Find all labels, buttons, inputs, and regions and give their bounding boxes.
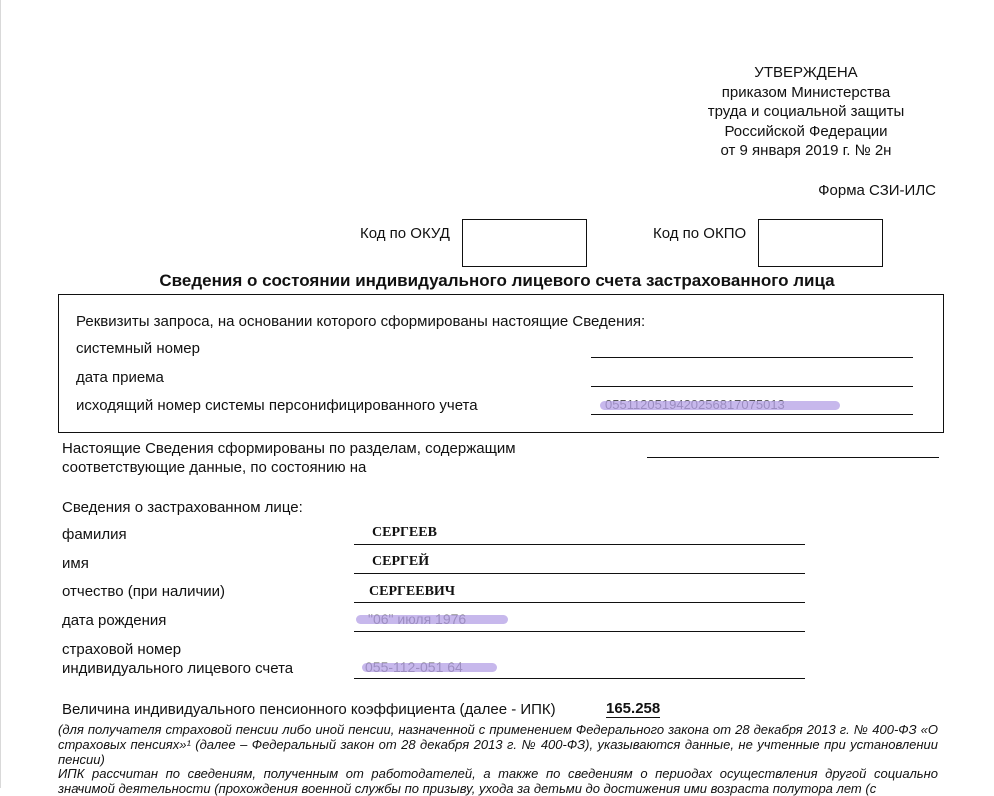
okud-label: Код по ОКУД: [360, 225, 450, 242]
system-number-label: системный номер: [76, 340, 200, 357]
patronymic-line: [354, 602, 805, 603]
document-title: Сведения о состоянии индивидуального лицевого счета застрахованного лица: [159, 271, 835, 290]
person-heading: Сведения о застрахованном лице:: [62, 499, 303, 516]
birth-date-label: дата рождения: [62, 612, 167, 629]
snils-line: [354, 678, 805, 679]
request-heading: Реквизиты запроса, на основании которого сформированы настоящие Сведения:: [76, 313, 646, 330]
redaction-mark: [600, 401, 840, 410]
surname-line: [354, 544, 805, 545]
ipk-note-2: ИПК рассчитан по сведениям, полученным от работодателей, а также по сведениям о периодах осуществления другой социально значимой деятельности (прохождения военной службы по призыву, ухода за детьми до достижения ими возраста полутора лет (с: [58, 766, 938, 796]
snils-label-2: индивидуального лицевого счета: [62, 660, 294, 677]
page-edge: [0, 0, 1, 788]
approval-line-4: Российской Федерации: [724, 122, 888, 140]
patronymic-label: отчество (при наличии): [62, 583, 226, 600]
name-line: [354, 573, 805, 574]
formed-date-line: [647, 457, 939, 458]
surname-label: фамилия: [62, 526, 127, 543]
patronymic-value: СЕРГЕЕВИЧ: [369, 584, 456, 599]
approval-line-5: от 9 января 2019 г. № 2н: [720, 142, 892, 159]
redaction-mark: [362, 663, 497, 672]
ipk-note-1: (для получателя страховой пенсии либо иной пенсии, назначенной с применением Федерального закона от 28 декабря 2013 г. № 400-ФЗ «О страховых пенсиях»¹ (далее – Федеральный закон от 28 декабря 2013 г. № 400-ФЗ), указываются данные, не учтенные при установлении пенсии): [58, 722, 938, 767]
name-value: СЕРГЕЙ: [372, 554, 430, 569]
outgoing-number-line: [591, 414, 913, 415]
ipk-label: Величина индивидуального пенсионного коэффициента (далее - ИПК): [62, 701, 556, 718]
date-received-label: дата приема: [76, 369, 164, 386]
okud-box: [462, 219, 587, 267]
system-number-line: [591, 357, 913, 358]
formed-line-1: Настоящие Сведения сформированы по разделам, содержащим: [62, 440, 516, 457]
surname-value: СЕРГЕЕВ: [372, 525, 437, 540]
name-label: имя: [62, 555, 89, 572]
form-name: Форма СЗИ-ИЛС: [818, 182, 936, 199]
okpo-box: [758, 219, 883, 267]
outgoing-number-label: исходящий номер системы персонифицированного учета: [76, 397, 478, 414]
date-received-line: [591, 386, 913, 387]
approval-block: [676, 63, 936, 161]
redaction-mark: [356, 615, 508, 624]
birth-date-line: [354, 631, 805, 632]
okpo-label: Код по ОКПО: [653, 225, 747, 242]
approval-line-2: приказом Министерства: [721, 83, 891, 101]
approval-line-1: УТВЕРЖДЕНА: [754, 64, 858, 81]
ipk-value: 165.258: [606, 700, 661, 717]
formed-line-2: соответствующие данные, по состоянию на: [62, 459, 367, 476]
snils-label-1: страховой номер: [62, 641, 182, 658]
approval-line-3: труда и социальной защиты: [707, 103, 905, 120]
